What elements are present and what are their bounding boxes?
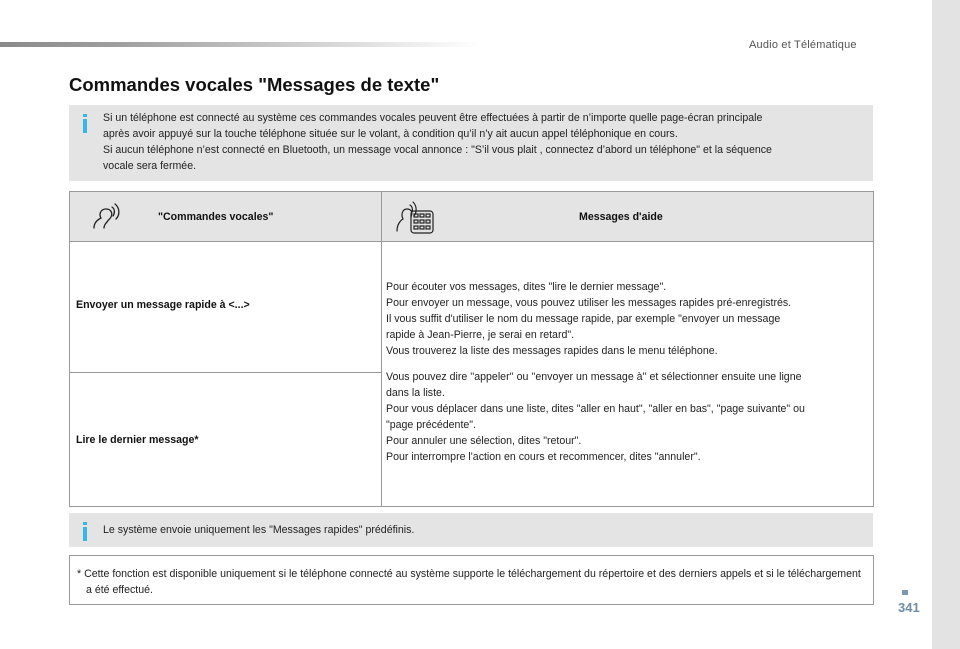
voice-commands-table [69,191,874,507]
column-header-commands: "Commandes vocales" [158,211,274,223]
info-text: Le système envoie uniquement les "Messages rapides" prédéfinis. [103,524,415,536]
info-icon [83,114,87,133]
page-title: Commandes vocales "Messages de texte" [69,74,440,95]
info-text [103,110,857,174]
voice-help-icon [395,199,435,235]
footnote-text [77,566,863,598]
page-marker [902,590,908,595]
footnote-line: * Cette fonction est disponible uniquement si le téléphone connecté au système supporte le téléchargement du répertoire et des derniers appels et [77,568,764,580]
help-line: Il vous suffit d'utiliser le nom du message rapide, par exemple "envoyer un message [386,313,781,325]
footnote-line: si le téléchargement a été effectué. [86,568,861,596]
help-line: Vous trouverez la liste des messages rapides dans le menu téléphone. [386,345,718,357]
help-line: dans la liste. [386,387,445,399]
column-divider [381,192,382,506]
help-line: Pour envoyer un message, vous pouvez utiliser les messages rapides pré-enregistrés. [386,297,792,309]
info-box [69,105,873,181]
voice-command-icon [90,201,124,231]
help-line: "page précédente". [386,419,476,431]
footnote-box [69,555,874,605]
command-cell: Envoyer un message rapide à <...> [76,299,250,311]
section-header: Audio et Télématique [749,39,857,51]
help-line: Pour interrompre l'action en cours et recommencer, dites "annuler". [386,451,701,463]
help-messages-cell [386,279,856,465]
info-line: Si un téléphone est connecté au système ces commandes vocales peuvent être effectuées à partir de n’importe quelle page-écran principale [103,112,763,124]
help-line: Pour annuler une sélection, dites "retour". [386,435,582,447]
column-header-help: Messages d'aide [579,211,663,223]
info-line: après avoir appuyé sur la touche téléphone située sur le volant, à condition qu’il n’y ait aucun appel téléphonique en cours. [103,128,678,140]
page-number: 341 [898,600,920,615]
help-line: Vous pouvez dire ''appeler'' ou ''envoyer un message à'' et sélectionner ensuite une ligne [386,371,802,383]
info-line: vocale sera fermée. [103,160,197,172]
help-line: rapide à Jean-Pierre, je serai en retard". [386,329,575,341]
help-line: Pour écouter vos messages, dites "lire le dernier message". [386,281,667,293]
header-gradient-bar [0,42,480,47]
row-divider [70,372,381,373]
help-line: Pour vous déplacer dans une liste, dites "aller en haut", "aller en bas", "page suivante" ou [386,403,805,415]
table-header-row [70,192,873,242]
page-edge-band [932,0,960,649]
info-box [69,513,873,547]
command-cell: Lire le dernier message* [76,434,199,446]
info-icon [83,522,87,541]
info-line: Si aucun téléphone n’est connecté en Bluetooth, un message vocal annonce : "S’il vous plait , connectez d’abord un téléphone" et la séquence [103,144,772,156]
